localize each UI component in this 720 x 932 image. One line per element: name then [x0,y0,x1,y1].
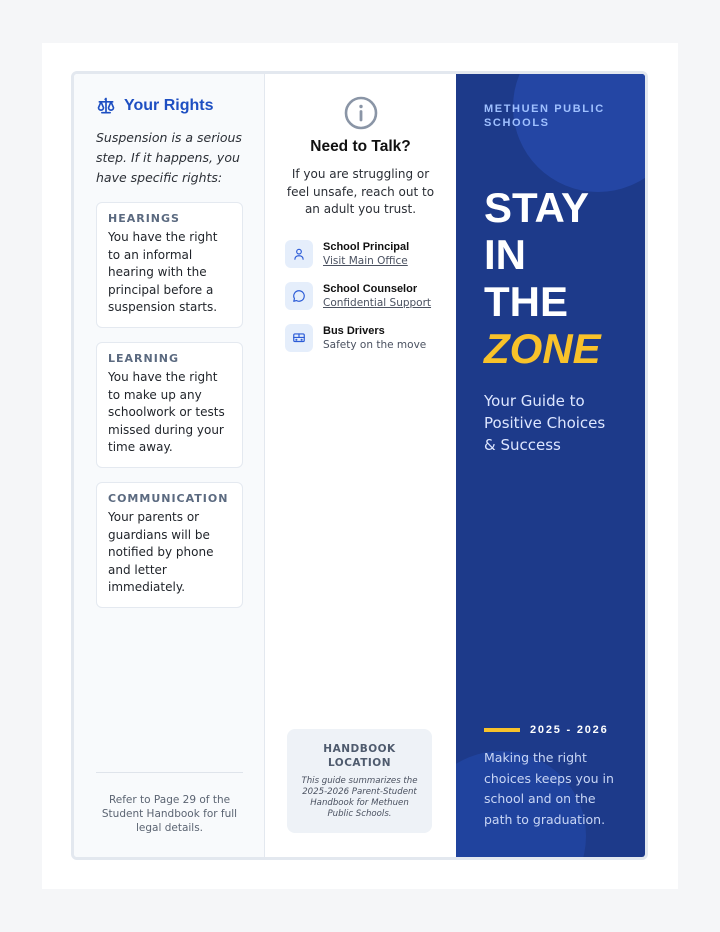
year-row [484,724,609,736]
contact-principal [285,240,436,268]
contact-icon-box [285,282,313,310]
contact-name: Bus Drivers [323,324,385,337]
scales-icon [96,96,116,116]
card-title: HEARINGS [108,212,180,225]
contact-counselor [285,282,436,310]
headline-line: STAY [484,184,590,231]
accent-bar [484,728,520,732]
card-body: You have the right to an informal hearing with the principal before a suspension starts. [108,230,218,315]
handbook-location-body: This guide summarizes the 2025-2026 Parent-Student Handbook for Methuen Public Schools. [301,776,418,819]
closing-message: Making the right choices keeps you in school and on the path to graduation. [484,750,614,827]
talk-intro: If you are struggling or feel unsafe, reach out to an adult you trust. [286,167,435,217]
contact-name: School Principal [323,240,410,253]
rights-footer-note: Refer to Page 29 of the Student Handbook for full legal details. [96,772,243,835]
school-year: 2025 - 2026 [530,724,609,736]
contact-icon-box [285,324,313,352]
rights-header [96,96,243,116]
contact-detail: Safety on the move [323,338,427,351]
card-title: LEARNING [108,351,180,365]
headline-line: IN [484,231,526,278]
rights-card-learning [96,342,243,468]
rights-card-communication [96,482,243,608]
talk-title: Need to Talk? [310,138,411,155]
talk-panel [265,74,456,857]
trifold-brochure [71,71,648,860]
contact-bus-drivers [285,324,436,352]
rights-title: Your Rights [124,97,214,114]
card-title: COMMUNICATION [108,491,229,505]
rights-panel [74,74,265,857]
contact-name: School Counselor [323,282,418,295]
headline-accent: ZONE [484,325,601,372]
organization-name: METHUEN PUBLIC SCHOOLS [484,103,605,129]
cover-headline [484,184,619,372]
info-icon [344,96,378,130]
headline-line: THE [484,278,568,325]
handbook-location-box [287,729,432,833]
decorative-circle [513,74,645,192]
card-body: You have the right to make up any schoolwork or tests missed during your time away. [108,369,225,455]
handbook-location-title: HANDBOOK LOCATION [323,743,396,769]
card-body: Your parents or guardians will be notified by phone and letter immediately. [108,509,214,595]
contact-link[interactable]: Visit Main Office [323,254,408,267]
contact-icon-box [285,240,313,268]
chat-bubble-icon [292,289,306,303]
person-icon [292,247,306,261]
rights-card-hearings [96,202,243,328]
contact-link[interactable]: Confidential Support [323,296,432,309]
bus-icon [292,331,306,345]
rights-intro: Suspension is a serious step. If it happens, you have specific rights: [96,130,242,185]
cover-tagline: Your Guide to Positive Choices & Success [484,392,606,454]
cover-panel [456,74,645,857]
